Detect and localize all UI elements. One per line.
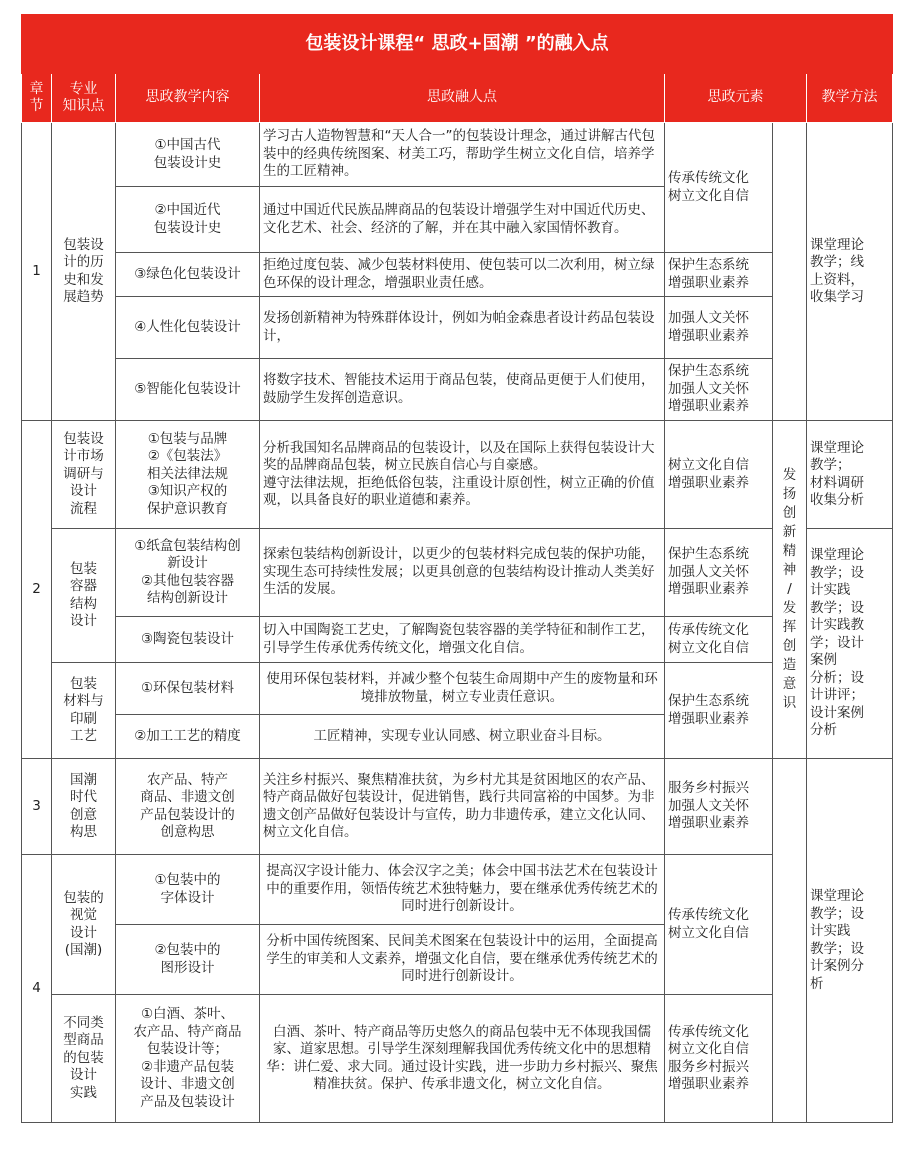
knowledge-cell: 不同类 型商品 的包装 设计 实践: [52, 995, 116, 1123]
element-spacer: [773, 123, 807, 421]
table-row: [22, 663, 893, 715]
header-content: 思政教学内容: [116, 74, 260, 123]
point-cell: 学习古人造物智慧和“天人合一”的包装设计理念，通过讲解古代包装中的经典传统图案、材美工巧，帮助学生树立文化自信，培养学生的工匠精神。: [260, 123, 665, 187]
content-cell: ②中国近代 包装设计史: [116, 187, 260, 253]
element-cell: 传承传统文化 树立文化自信 服务乡村振兴 增强职业素养: [665, 995, 773, 1123]
point-cell: 使用环保包装材料，并减少整个包装生命周期中产生的废物量和环境排放物量，树立专业责任意识。: [260, 663, 665, 715]
knowledge-cell: 包装设 计市场 调研与 设计 流程: [52, 421, 116, 529]
element-cell: 保护生态系统 加强人文关怀 增强职业素养: [665, 359, 773, 421]
method-cell: 课堂理论 教学；设 计实践 教学；设 计案例分 析: [807, 759, 893, 1123]
chapter-cell: 3: [22, 759, 52, 855]
table-row: [22, 855, 893, 925]
course-table: [21, 14, 893, 1123]
table-title: 包装设计课程“ 思政+国潮 ”的融入点: [22, 15, 893, 74]
header-method: 教学方法: [807, 74, 893, 123]
knowledge-cell: 包装设 计的历 史和发 展趋势: [52, 123, 116, 421]
point-cell: 分析中国传统图案、民间美术图案在包装设计中的运用，全面提高学生的审美和人文素养，增强文化自信，要在继承优秀传统艺术的同时进行创新设计。: [260, 925, 665, 995]
point-cell: 提高汉字设计能力、体会汉字之美；体会中国书法艺术在包装设计中的重要作用，领悟传统艺术独特魅力，要在继承优秀传统艺术的同时进行创新设计。: [260, 855, 665, 925]
content-cell: 农产品、特产 商品、非遗文创 产品包装设计的 创意构思: [116, 759, 260, 855]
knowledge-cell: 国潮 时代 创意 构思: [52, 759, 116, 855]
header-row: [22, 74, 893, 123]
content-cell: ①包装与品牌 ②《包装法》 相关法律法规 ③知识产权的 保护意识教育: [116, 421, 260, 529]
content-cell: ③陶瓷包装设计: [116, 617, 260, 663]
point-cell: 将数字技术、智能技术运用于商品包装，使商品更便于人们使用，鼓励学生发挥创造意识。: [260, 359, 665, 421]
point-cell: 分析我国知名品牌商品的包装设计，以及在国际上获得包装设计大奖的品牌商品包装，树立民族自信心与自豪感。 遵守法律法规，拒绝低俗包装，注重设计原创性，树立正确的价值观，以具备良好的职业道德和素养。: [260, 421, 665, 529]
content-cell: ①中国古代 包装设计史: [116, 123, 260, 187]
point-cell: 拒绝过度包装、减少包装材料使用、使包装可以二次利用，树立绿色环保的设计理念，增强职业责任感。: [260, 253, 665, 297]
table-row: [22, 359, 893, 421]
element-cell: 传承传统文化 树立文化自信: [665, 123, 773, 253]
table-row: [22, 995, 893, 1123]
content-cell: ①白酒、茶叶、 农产品、特产商品 包装设计等； ②非遗产品包装 设计、非遗文创 产品及包装设计: [116, 995, 260, 1123]
method-cell: 课堂理论 教学；线 上资料， 收集学习: [807, 123, 893, 421]
element-cell: 服务乡村振兴 加强人文关怀 增强职业素养: [665, 759, 773, 855]
table-row: [22, 297, 893, 359]
content-cell: ①包装中的 字体设计: [116, 855, 260, 925]
content-cell: ①环保包装材料: [116, 663, 260, 715]
chapter-cell: 2: [22, 421, 52, 759]
header-points: 思政融人点: [260, 74, 665, 123]
table-row: [22, 617, 893, 663]
point-cell: 切入中国陶瓷工艺史，了解陶瓷包装容器的美学特征和制作工艺，引导学生传承优秀传统文化，增强文化自信。: [260, 617, 665, 663]
element-cell: 保护生态系统 增强职业素养: [665, 663, 773, 759]
content-cell: ②加工工艺的精度: [116, 715, 260, 759]
knowledge-cell: 包装的 视觉 设计 (国潮): [52, 855, 116, 995]
method-cell: 课堂理论 教学； 材料调研 收集分析: [807, 421, 893, 529]
header-knowledge: 专业 知识点: [52, 74, 116, 123]
table-row: [22, 529, 893, 617]
content-cell: ④人性化包装设计: [116, 297, 260, 359]
point-cell: 通过中国近代民族品牌商品的包装设计增强学生对中国近代历史、文化艺术、社会、经济的了解，并在其中融入家国情怀教育。: [260, 187, 665, 253]
content-cell: ②包装中的 图形设计: [116, 925, 260, 995]
shared-element-cell: 发 扬 创 新 精 神 / 发 挥 创 造 意 识: [773, 421, 807, 759]
chapter-cell: 4: [22, 855, 52, 1123]
point-cell: 白酒、茶叶、特产商品等历史悠久的商品包装中无不体现我国儒家、道家思想。引导学生深刻理解我国优秀传统文化中的思想精华：讲仁爱、求大同。通过设计实践，进一步助力乡村振兴、聚焦精准扶贫。保护、传承非遗文化，树立文化自信。: [260, 995, 665, 1123]
chapter-cell: 1: [22, 123, 52, 421]
point-cell: 关注乡村振兴、聚焦精准扶贫，为乡村尤其是贫困地区的农产品、特产商品做好包装设计，促进销售，践行共同富裕的中国梦。为非遗文创产品做好包装设计与宣传，助力非遗传承，建立文化认同、树立文化自信。: [260, 759, 665, 855]
table-row: [22, 759, 893, 855]
element-cell: 传承传统文化 树立文化自信: [665, 855, 773, 995]
knowledge-cell: 包装 容器 结构 设计: [52, 529, 116, 663]
content-cell: ①纸盒包装结构创 新设计 ②其他包装容器 结构创新设计: [116, 529, 260, 617]
table-row: [22, 421, 893, 529]
content-cell: ⑤智能化包装设计: [116, 359, 260, 421]
knowledge-cell: 包装 材料与 印刷 工艺: [52, 663, 116, 759]
element-cell: 传承传统文化 树立文化自信: [665, 617, 773, 663]
course-table-container: [21, 14, 892, 1123]
point-cell: 探索包装结构创新设计，以更少的包装材料完成包装的保护功能，实现生态可持续性发展；以更具创意的包装结构设计推动人类美好生活的发展。: [260, 529, 665, 617]
table-row: [22, 123, 893, 187]
header-elements: 思政元素: [665, 74, 807, 123]
element-cell: 树立文化自信 增强职业素养: [665, 421, 773, 529]
header-chapter: 章 节: [22, 74, 52, 123]
element-cell: 保护生态系统 增强职业素养: [665, 253, 773, 297]
point-cell: 发扬创新精神为特殊群体设计，例如为帕金森患者设计药品包装设计，: [260, 297, 665, 359]
content-cell: ③绿色化包装设计: [116, 253, 260, 297]
method-cell: 课堂理论 教学；设 计实践 教学；设 计实践教 学；设计 案例 分析；设 计讲评； 设计案例 分析: [807, 529, 893, 759]
element-spacer: [773, 759, 807, 1123]
element-cell: 加强人文关怀 增强职业素养: [665, 297, 773, 359]
element-cell: 保护生态系统 加强人文关怀 增强职业素养: [665, 529, 773, 617]
table-row: [22, 253, 893, 297]
point-cell: 工匠精神，实现专业认同感、树立职业奋斗目标。: [260, 715, 665, 759]
